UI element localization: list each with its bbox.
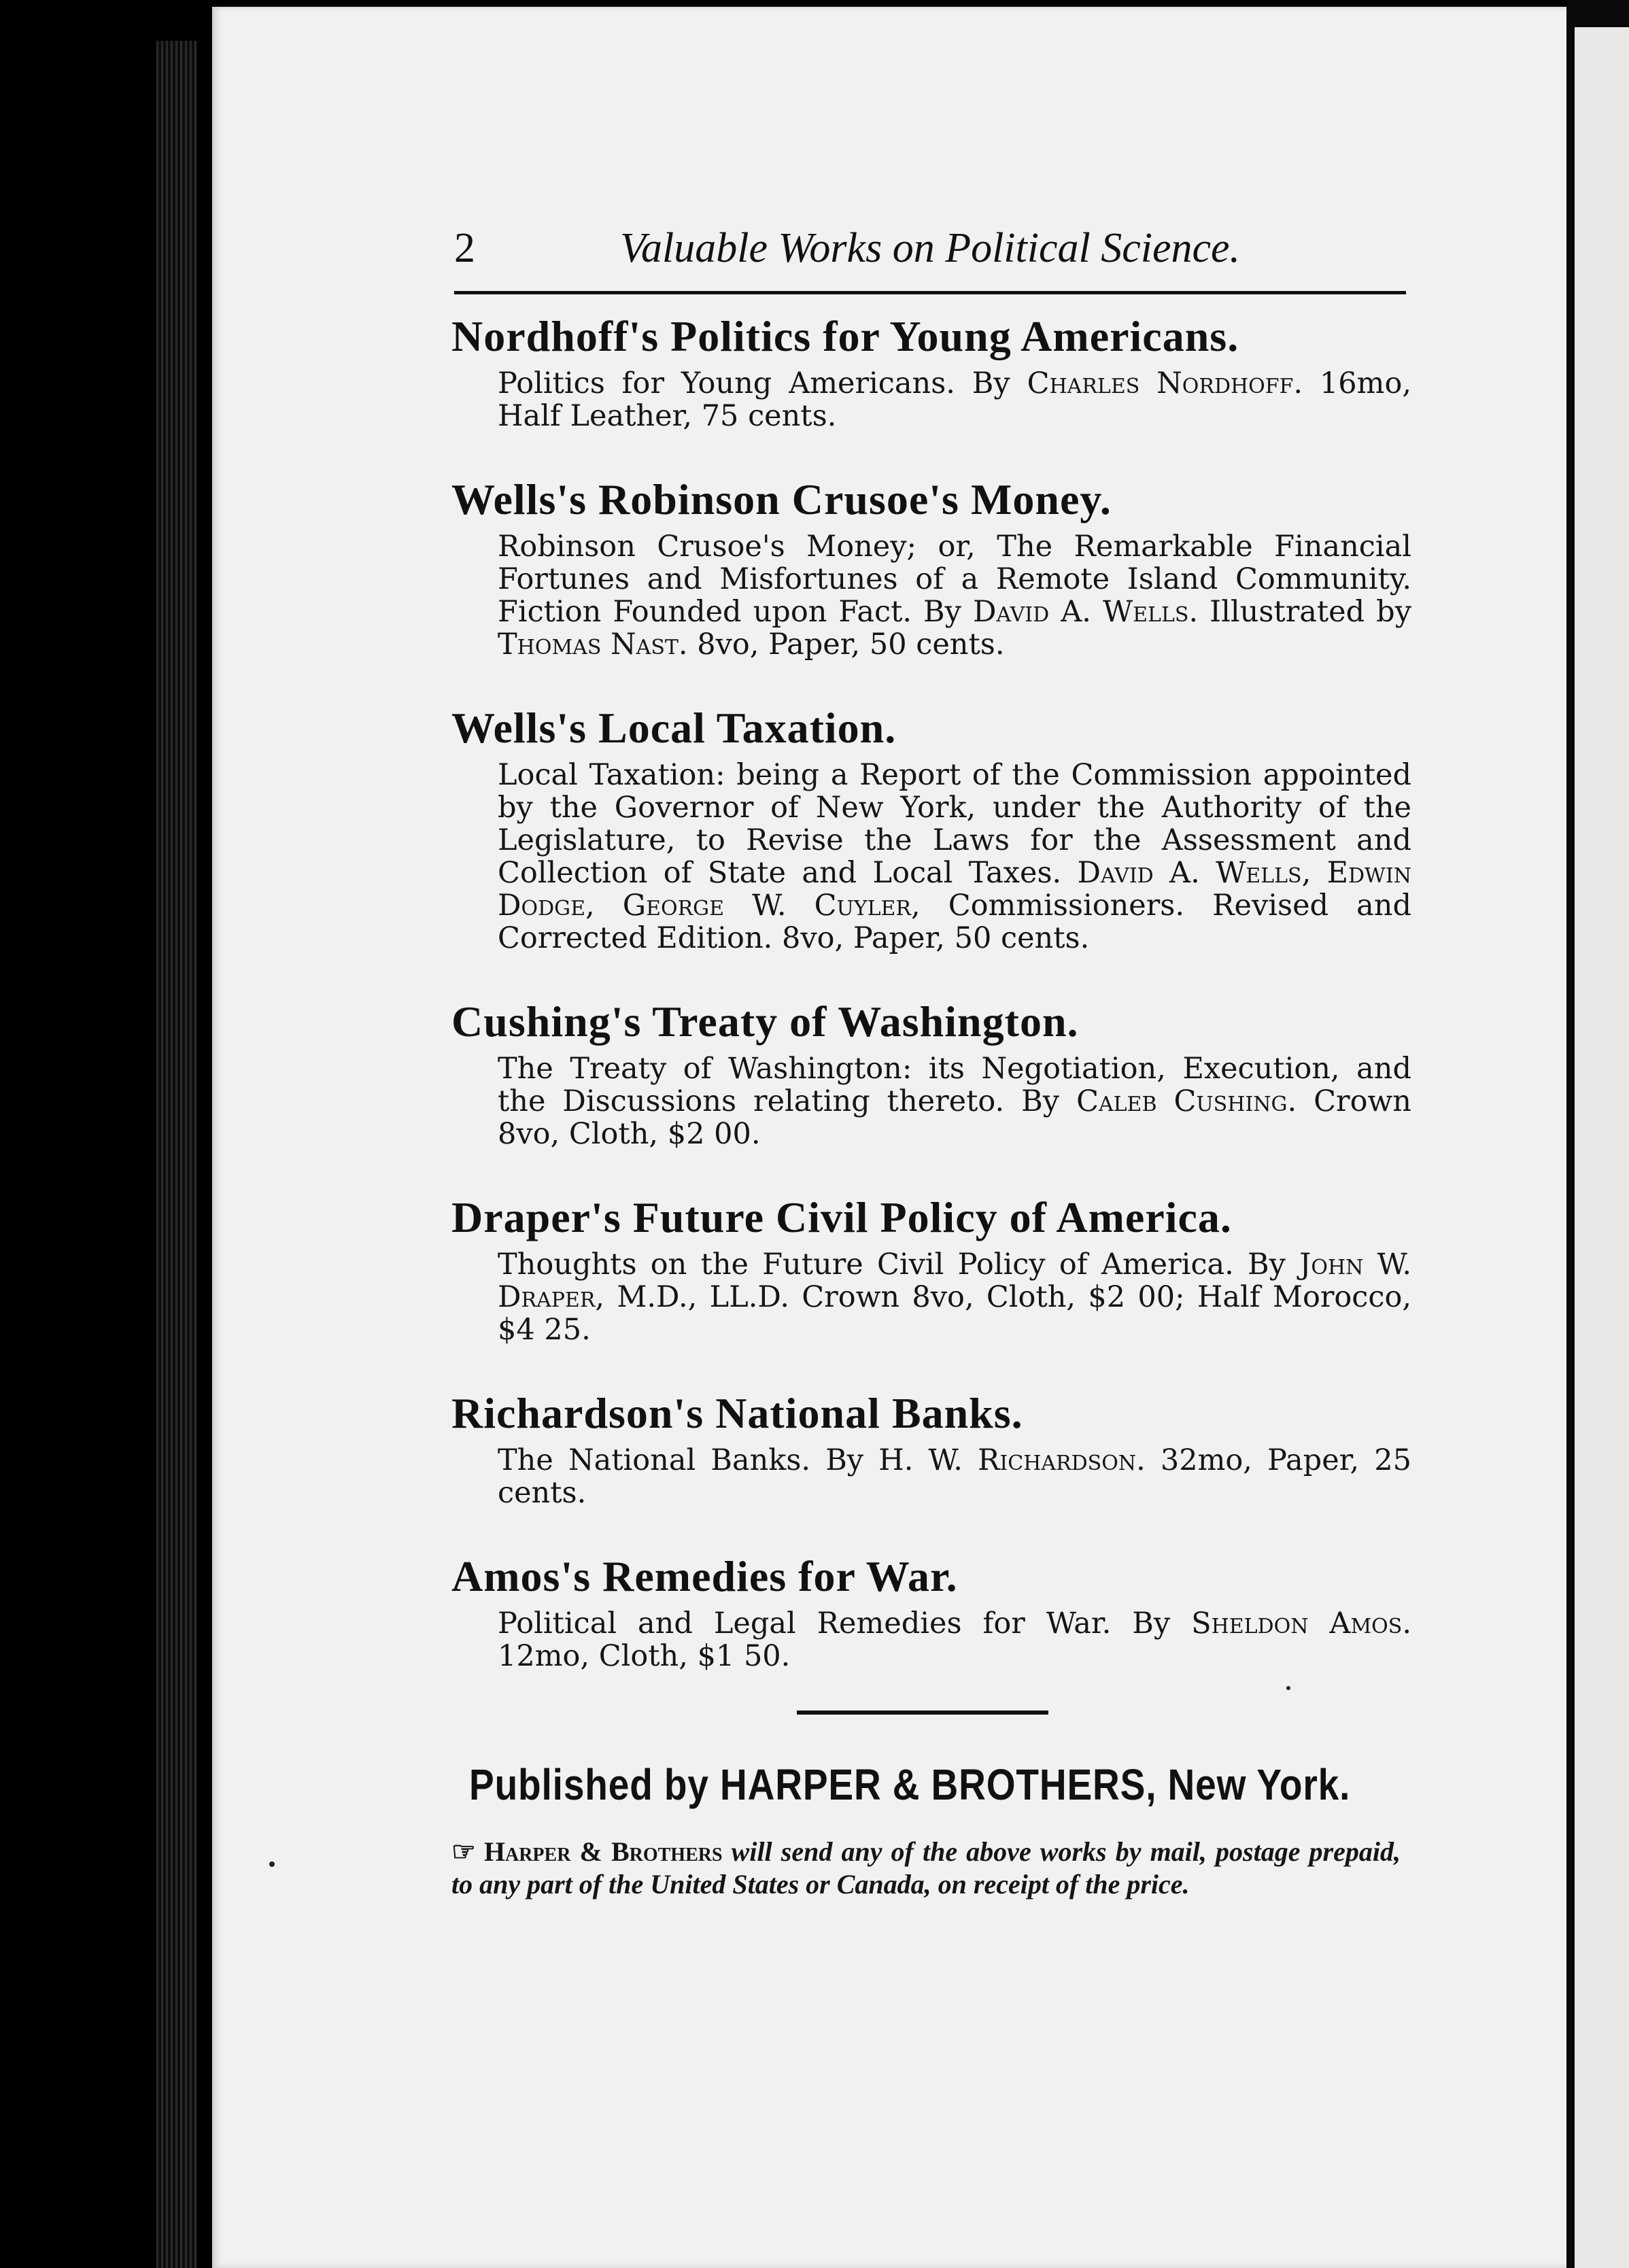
book-entry <box>451 698 1411 955</box>
book-entry <box>451 1187 1411 1346</box>
author-name: David A. Wells, Edwin Dodge, George W. Cuyler <box>498 856 1411 923</box>
pointing-hand-icon: ☞ <box>451 1836 476 1867</box>
running-head <box>454 224 1406 279</box>
entry-title: Nordhoff's Politics for Young Americans. <box>451 312 1239 360</box>
author-name: Sheldon Amos <box>1191 1606 1403 1640</box>
print-speck <box>1286 1686 1290 1690</box>
entry-title: Wells's Robinson Crusoe's Money. <box>451 475 1112 523</box>
publisher-name: Harper & Brothers <box>483 1836 723 1867</box>
description-text: Politics for Young Americans. By <box>498 366 1027 400</box>
author-name: Charles Nordhoff <box>1027 366 1294 400</box>
print-speck <box>269 1861 275 1867</box>
description-text: Robinson Crusoe's Money; or, The Remarkable Financial Fortunes and Misfortunes of a Remote Island Community. Fiction Founded upon Fact. By <box>498 530 1411 629</box>
description-text: . 12mo, Cloth, $1 50. <box>498 1606 1411 1673</box>
description-text: . 32mo, Paper, 25 cents. <box>498 1443 1411 1510</box>
book-entry <box>451 1383 1411 1509</box>
description-text: Political and Legal Remedies for War. By <box>498 1606 1192 1640</box>
description-text: , Commissioners. Revised and Corrected Edition. 8vo, Paper, 50 cents. <box>498 889 1411 955</box>
book-list <box>451 306 1411 1709</box>
entry-title: Cushing's Treaty of Washington. <box>451 997 1079 1046</box>
notice-text: will send any of the above works by mail, postage prepaid, to any part of the United States or Canada, on receipt of the price. <box>451 1836 1401 1900</box>
description-text: . 16mo, Half Leather, 75 cents. <box>498 366 1411 433</box>
description-text: The National Banks. By <box>498 1443 879 1477</box>
entry-title: Amos's Remedies for War. <box>451 1552 958 1600</box>
author-name: Caleb Cushing <box>1076 1084 1288 1118</box>
entry-description <box>498 367 1411 432</box>
description-text: , M.D., LL.D. Crown 8vo, Cloth, $2 00; Half Morocco, $4 25. <box>498 1280 1411 1347</box>
entry-title: Richardson's National Banks. <box>451 1389 1023 1437</box>
publisher-line: Published by HARPER & BROTHERS, New York. <box>469 1760 1351 1809</box>
entry-description <box>498 1248 1411 1346</box>
entry-description <box>498 1607 1411 1672</box>
author-name: David A. Wells <box>972 595 1189 629</box>
book-entry <box>451 1546 1411 1672</box>
running-title: Valuable Works on Political Science. <box>620 225 1241 271</box>
book-entry <box>451 991 1411 1150</box>
header-rule <box>454 291 1406 294</box>
entry-title: Draper's Future Civil Policy of America. <box>451 1193 1232 1241</box>
author-name: John W. Draper <box>498 1248 1411 1314</box>
description-text: . 8vo, Paper, 50 cents. <box>678 628 1005 662</box>
author-name: H. W. Richardson <box>878 1443 1137 1477</box>
description-text: . Illustrated by <box>1188 595 1411 629</box>
illustrator-name: Thomas Nast <box>498 628 679 662</box>
page-number: 2 <box>454 225 475 271</box>
section-divider <box>797 1711 1048 1715</box>
entry-description <box>498 530 1411 661</box>
entry-title: Wells's Local Taxation. <box>451 704 897 752</box>
book-entry <box>451 469 1411 661</box>
entry-description <box>498 759 1411 955</box>
description-text: The Treaty of Washington: its Negotiation, Execution, and the Discussions relating thereto. By <box>498 1052 1411 1118</box>
book-entry <box>451 306 1411 432</box>
entry-description <box>498 1444 1411 1509</box>
book-spine <box>156 41 197 2268</box>
entry-description <box>498 1052 1411 1150</box>
description-text: Thoughts on the Future Civil Policy of America. By <box>498 1248 1300 1282</box>
description-text: . Crown 8vo, Cloth, $2 00. <box>498 1084 1411 1151</box>
description-text: Local Taxation: being a Report of the Commission appointed by the Governor of New York, under the Authority of the Legislature, to Revise the Laws for the Assessment and Collection of State and Local Taxes. <box>498 758 1411 890</box>
facing-page-sliver <box>1575 27 1629 2268</box>
mail-order-notice <box>451 1836 1401 1901</box>
